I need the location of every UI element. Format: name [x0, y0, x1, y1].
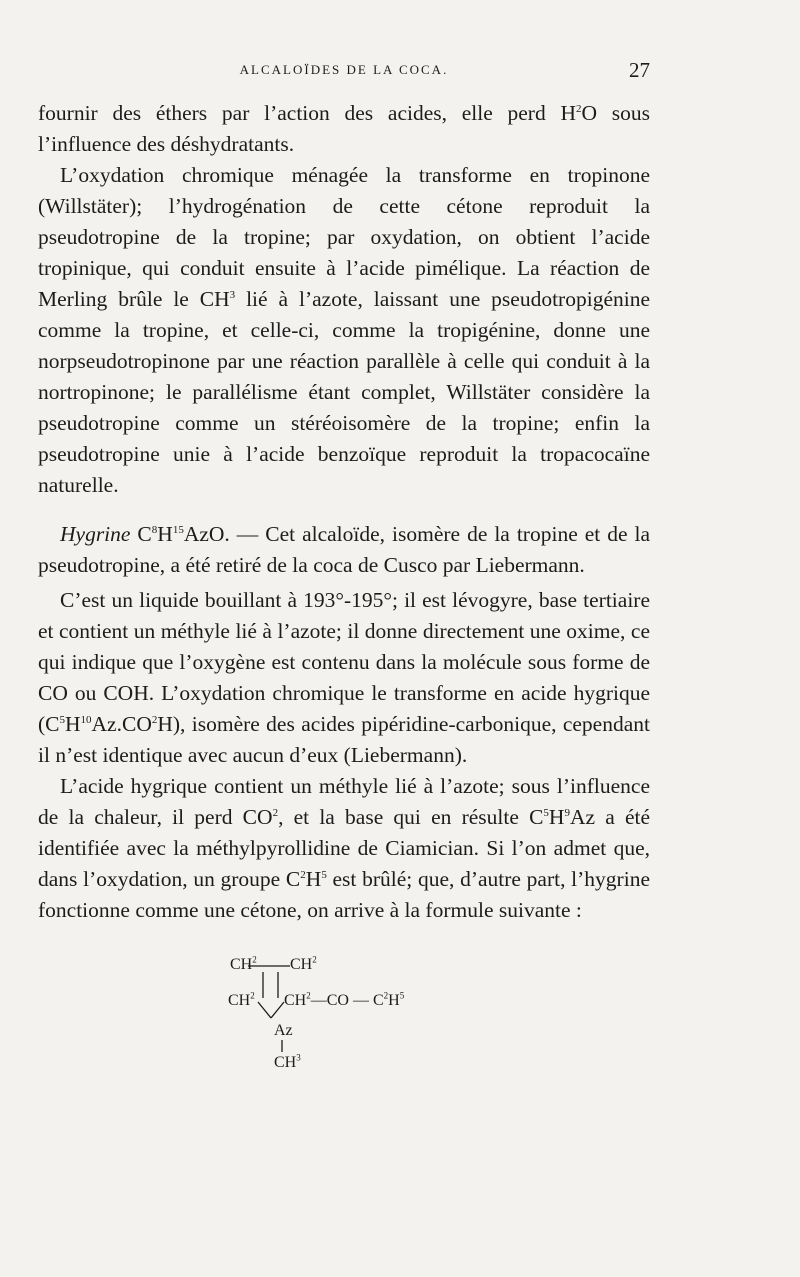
- structural-formula: [220, 950, 520, 1080]
- bond-left-n: [258, 1002, 271, 1018]
- body-text: [38, 98, 650, 926]
- paragraph-1: fournir des éthers par l’action des acides, elle perd $H^2O$ sous l’influence des déshydratants.: [38, 101, 650, 156]
- page-number: 27: [629, 58, 650, 82]
- running-title: ALCALOÏDES DE LA COCA.: [239, 62, 449, 77]
- atom-ch2-top-right: $CH^2$: [290, 954, 317, 973]
- paragraph-4: C’est un liquide bouillant à 193°-195°; il est lévogyre, base tertiaire et contient un méthyle lié à l’azote; il donne directement une oxime, ce qui indique que l’oxygène est contenu dans la molécule sous forme de CO ou COH. L’oxydation chromique le transforme en acide hygrique $(C^5H^{10}Az.CO^2H)$, isomère des acides pipéridine-carbonique, cependant il n’est identique avec aucun d’eux (Liebermann).: [38, 588, 650, 767]
- atom-ch2-top-left: $CH^2$: [230, 954, 257, 973]
- bond-right-n: [271, 1002, 284, 1018]
- paragraph-5: L’acide hygrique contient un méthyle lié à l’azote; sous l’influence de la chaleur, il perd $CO^2$, et la base qui en résulte $C^5H^9Az$ a été identifiée avec la méthylpyrollidine de Ciamician. Si l’on admet que, dans l’oxydation, un groupe $C^2H^5$ est brûlé; que, d’autre part, l’hygrine fonctionne comme une cétone, on arrive à la formule suivante :: [38, 774, 651, 922]
- atom-ch2-bottom-left: $CH^2$: [228, 990, 255, 1009]
- atom-nitrogen: Az: [274, 1022, 293, 1039]
- formula-bonds: [220, 950, 520, 1080]
- paragraph-hygrine: Hygrine $C^8H^{15}AzO$. — Cet alcaloïde, isomère de la tropine et de la pseudotropine, a été retiré de la coca de Cusco par Liebermann.: [38, 522, 650, 577]
- compound-name: Hygrine: [60, 522, 131, 546]
- atom-methyl: $CH^3$: [274, 1052, 301, 1071]
- atom-ch-right: $CH^2—CO$ — $C^2H^5$: [284, 990, 405, 1009]
- paragraph-2: L’oxydation chromique ménagée la transforme en tropinone (Willstäter); l’hydrogénation de cette cétone reproduit la pseudotropine de la tropine; par oxydation, on obtient l’acide tropinique, qui conduit ensuite à l’acide pimélique. La réaction de Merling brûle le $CH^3$ lié à l’azote, laissant une pseudotropigénine comme la tropine, et celle-ci, comme la tropigénine, donne une norpseudotropinone par une réaction parallèle à celle qui conduit à la nortropinone; le parallélisme étant complet, Willstäter considère la pseudotropine comme un stéréoisomère de la tropine; enfin la pseudotropine unie à l’acide benzoïque reproduit la tropacocaïne naturelle.: [38, 163, 651, 497]
